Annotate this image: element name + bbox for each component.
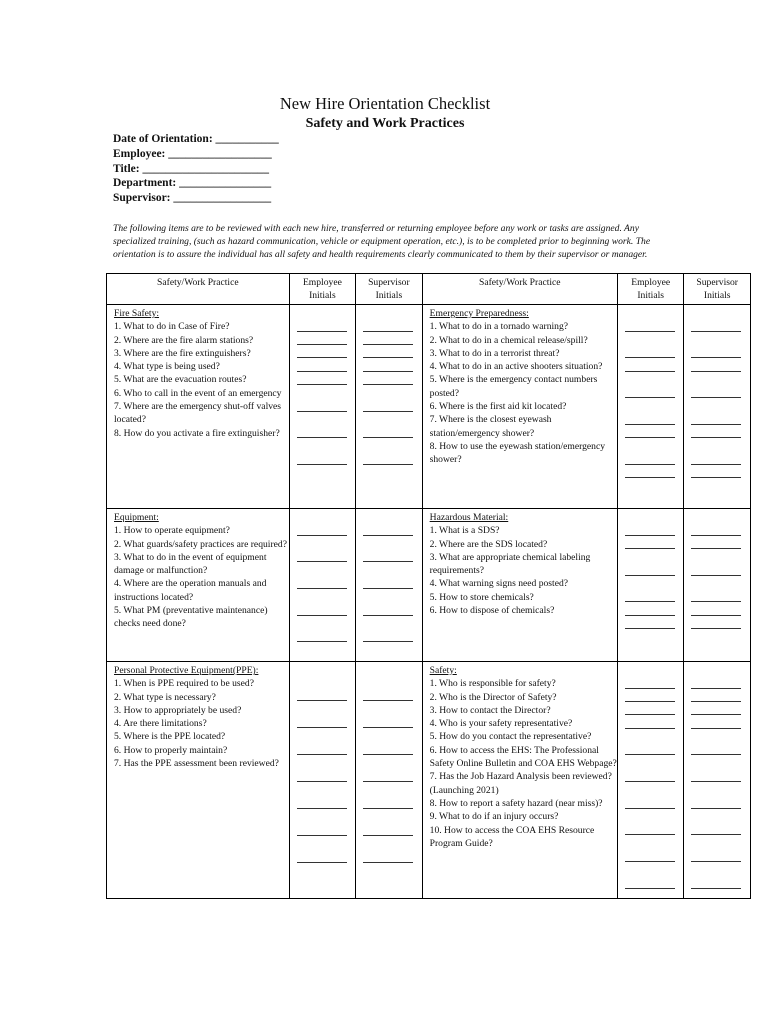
checklist-question: 5. Where is the PPE located? <box>114 731 226 743</box>
initials-blank-line[interactable] <box>691 331 741 332</box>
initials-blank-line[interactable] <box>625 688 675 689</box>
initials-blank-line[interactable] <box>297 862 347 863</box>
checklist-question: 6. How to properly maintain? <box>114 744 228 756</box>
checklist-question: 7. Has the Job Hazard Analysis been reviewed? (Launching 2021) <box>429 771 612 796</box>
initials-blank-line[interactable] <box>625 628 675 629</box>
checklist-question: 8. How do you activate a fire extinguisher? <box>114 427 280 439</box>
initials-blank-line[interactable] <box>625 371 675 372</box>
initials-blank-line[interactable] <box>691 861 741 862</box>
initials-blank-line[interactable] <box>691 628 741 629</box>
header-practice-left: Safety/Work Practice <box>107 274 290 305</box>
initials-blank-line[interactable] <box>691 477 741 478</box>
checklist-question: 7. Where is the closest eyewash station/emergency shower? <box>429 414 552 439</box>
initials-blank-line[interactable] <box>691 728 741 729</box>
initials-blank-line[interactable] <box>625 808 675 809</box>
checklist-question: 3. Where are the fire extinguishers? <box>114 347 251 359</box>
checklist-question: 7. Where are the emergency shut-off valves located? <box>114 401 282 426</box>
safety-supervisor-initials[interactable] <box>684 662 751 899</box>
initials-blank-line[interactable] <box>625 615 675 616</box>
ppe-supervisor-initials[interactable] <box>356 662 423 899</box>
initials-blank-line[interactable] <box>297 331 347 332</box>
checklist-question: 2. What to do in a chemical release/spill? <box>429 334 588 346</box>
equipment-employee-initials[interactable] <box>289 509 356 662</box>
checklist-question: 4. Who is your safety representative? <box>429 718 573 730</box>
checklist-question: 1. When is PPE required to be used? <box>114 678 254 690</box>
checklist-question: 10. How to access the COA EHS Resource Program Guide? <box>429 824 595 849</box>
initials-blank-line[interactable] <box>691 437 741 438</box>
safety-employee-initials[interactable] <box>617 662 684 899</box>
initials-blank-line[interactable] <box>691 781 741 782</box>
fire-safety-cell <box>107 305 290 509</box>
initials-blank-line[interactable] <box>297 464 347 465</box>
initials-blank-line[interactable] <box>625 888 675 889</box>
initials-blank-line[interactable] <box>363 615 413 616</box>
supervisor-field[interactable]: Supervisor: _________________ <box>113 192 272 205</box>
initials-blank-line[interactable] <box>297 808 347 809</box>
checklist-question: 2. What guards/safety practices are required? <box>114 538 287 550</box>
checklist-table <box>106 273 751 899</box>
checklist-question: 2. Where are the fire alarm stations? <box>114 334 254 346</box>
checklist-question: 7. Has the PPE assessment been reviewed? <box>114 758 279 770</box>
section-title: Safety: <box>429 665 457 676</box>
checklist-question: 5. How to store chemicals? <box>429 591 534 603</box>
initials-blank-line[interactable] <box>297 384 347 385</box>
section-title: Hazardous Material: <box>429 512 509 523</box>
initials-blank-line[interactable] <box>625 714 675 715</box>
checklist-question: 9. What to do if an injury occurs? <box>429 811 559 823</box>
initials-blank-line[interactable] <box>363 781 413 782</box>
initials-blank-line[interactable] <box>691 535 741 536</box>
initials-blank-line[interactable] <box>297 588 347 589</box>
initials-blank-line[interactable] <box>297 411 347 412</box>
initials-blank-line[interactable] <box>625 834 675 835</box>
initials-blank-line[interactable] <box>691 575 741 576</box>
title-field[interactable]: Title: ______________________ <box>113 162 269 175</box>
initials-blank-line[interactable] <box>691 615 741 616</box>
initials-blank-line[interactable] <box>691 754 741 755</box>
checklist-question: 2. Who is the Director of Safety? <box>429 691 557 703</box>
initials-blank-line[interactable] <box>691 834 741 835</box>
header-practice-right: Safety/Work Practice <box>422 274 617 305</box>
checklist-question: 1. What to do in Case of Fire? <box>114 321 230 333</box>
initials-blank-line[interactable] <box>297 535 347 536</box>
initials-blank-line[interactable] <box>363 641 413 642</box>
header-employee-right: Employee Initials <box>617 274 684 305</box>
initials-blank-line[interactable] <box>625 464 675 465</box>
header-supervisor-right: Supervisor Initials <box>684 274 751 305</box>
initials-blank-line[interactable] <box>363 357 413 358</box>
section-title: Personal Protective Equipment(PPE): <box>114 665 259 676</box>
initials-blank-line[interactable] <box>691 397 741 398</box>
ppe-cell <box>107 662 290 899</box>
checklist-question: 6. How to dispose of chemicals? <box>429 605 555 617</box>
equipment-supervisor-initials[interactable] <box>356 509 423 662</box>
table-header-row <box>107 274 751 305</box>
checklist-question: 5. What PM (preventative maintenance) checks need done? <box>114 605 268 630</box>
initials-blank-line[interactable] <box>691 601 741 602</box>
initials-blank-line[interactable] <box>363 437 413 438</box>
section-title: Emergency Preparedness: <box>429 308 529 319</box>
initials-blank-line[interactable] <box>625 437 675 438</box>
initials-blank-line[interactable] <box>363 371 413 372</box>
table-row <box>107 662 751 899</box>
checklist-question: 1. Who is responsible for safety? <box>429 678 556 690</box>
initials-blank-line[interactable] <box>625 331 675 332</box>
initials-blank-line[interactable] <box>691 464 741 465</box>
fire-supervisor-initials[interactable] <box>356 305 423 509</box>
checklist-question: 3. What to do in the event of equipment damage or malfunction? <box>114 551 267 577</box>
initials-blank-line[interactable] <box>297 437 347 438</box>
checklist-question: 4. What type is being used? <box>114 361 220 373</box>
checklist-question: 3. How to contact the Director? <box>429 704 551 716</box>
initials-blank-line[interactable] <box>625 601 675 602</box>
initials-blank-line[interactable] <box>363 535 413 536</box>
initials-blank-line[interactable] <box>297 781 347 782</box>
table-row <box>107 509 751 662</box>
header-employee-left: Employee Initials <box>289 274 356 305</box>
initials-blank-line[interactable] <box>363 464 413 465</box>
checklist-question: 2. Where are the SDS located? <box>429 538 548 550</box>
checklist-question: 4. Are there limitations? <box>114 718 207 730</box>
ppe-employee-initials[interactable] <box>289 662 356 899</box>
initials-blank-line[interactable] <box>363 700 413 701</box>
initials-blank-line[interactable] <box>363 835 413 836</box>
initials-blank-line[interactable] <box>297 754 347 755</box>
initials-blank-line[interactable] <box>691 424 741 425</box>
checklist-question: 4. Where are the operation manuals and instructions located? <box>114 578 267 603</box>
table-row <box>107 305 751 509</box>
employee-field[interactable]: Employee: __________________ <box>113 147 272 160</box>
fire-employee-initials[interactable] <box>289 305 356 509</box>
initials-blank-line[interactable] <box>363 808 413 809</box>
initials-blank-line[interactable] <box>625 548 675 549</box>
intro-text: The following items are to be reviewed with each new hire, transferred or returning employee before any work or tasks are assigned. Any specialized training, (such as hazard communication, vehicle or equipment operation, etc.), is to be completed prior to beginning work. The orientation is to assure the individual has all safety and health requirements clearly communicated to them by their supervisor or manager. <box>113 223 651 260</box>
initials-blank-line[interactable] <box>625 754 675 755</box>
initials-blank-line[interactable] <box>625 728 675 729</box>
initials-blank-line[interactable] <box>363 411 413 412</box>
initials-blank-line[interactable] <box>691 357 741 358</box>
checklist-question: 6. Who to call in the event of an emergency <box>114 387 282 399</box>
checklist-question: 8. How to use the eyewash station/emergency shower? <box>429 440 606 466</box>
hazmat-supervisor-initials[interactable] <box>684 509 751 662</box>
initials-blank-line[interactable] <box>625 781 675 782</box>
initials-blank-line[interactable] <box>625 357 675 358</box>
checklist-question: 5. Where is the emergency contact numbers posted? <box>429 374 598 399</box>
checklist-question: 4. What to do in an active shooters situation? <box>429 361 603 373</box>
initials-blank-line[interactable] <box>691 688 741 689</box>
checklist-question: 2. What type is necessary? <box>114 691 216 703</box>
hazmat-employee-initials[interactable] <box>617 509 684 662</box>
initials-blank-line[interactable] <box>363 754 413 755</box>
equipment-cell <box>107 509 290 662</box>
emergency-employee-initials[interactable] <box>617 305 684 509</box>
initials-blank-line[interactable] <box>297 835 347 836</box>
initials-blank-line[interactable] <box>297 357 347 358</box>
initials-blank-line[interactable] <box>297 700 347 701</box>
initials-blank-line[interactable] <box>363 588 413 589</box>
checklist-question: 5. What are the evacuation routes? <box>114 374 247 386</box>
initials-blank-line[interactable] <box>625 575 675 576</box>
checklist-question: 1. What is a SDS? <box>429 525 500 537</box>
initials-blank-line[interactable] <box>691 371 741 372</box>
initials-blank-line[interactable] <box>297 615 347 616</box>
header-supervisor-left: Supervisor Initials <box>356 274 423 305</box>
checklist-question: 1. What to do in a tornado warning? <box>429 321 569 333</box>
checklist-question: 3. How to appropriately be used? <box>114 704 242 716</box>
initials-blank-line[interactable] <box>363 344 413 345</box>
emergency-supervisor-initials[interactable] <box>684 305 751 509</box>
page-subtitle: Safety and Work Practices <box>305 116 465 131</box>
initials-blank-line[interactable] <box>691 714 741 715</box>
checklist-question: 4. What warning signs need posted? <box>429 578 569 590</box>
initials-blank-line[interactable] <box>297 371 347 372</box>
safety-cell <box>422 662 617 899</box>
date-field[interactable]: Date of Orientation: ___________ <box>113 133 279 145</box>
initials-blank-line[interactable] <box>363 561 413 562</box>
checklist-question: 3. What to do in a terrorist threat? <box>429 347 560 359</box>
department-field[interactable]: Department: ________________ <box>113 177 272 190</box>
checklist-question: 6. How to access the EHS: The Professional Safety Online Bulletin and COA EHS Webpage? <box>429 744 617 770</box>
orientation-fields <box>113 132 279 206</box>
initials-blank-line[interactable] <box>297 561 347 562</box>
initials-blank-line[interactable] <box>363 727 413 728</box>
checklist-question: 3. What are appropriate chemical labeling requirements? <box>429 551 591 577</box>
checklist-question: 6. Where is the first aid kit located? <box>429 401 567 413</box>
checklist-question: 8. How to report a safety hazard (near miss)? <box>429 797 603 809</box>
initials-blank-line[interactable] <box>625 535 675 536</box>
checklist-question: 1. How to operate equipment? <box>114 525 230 537</box>
checklist-question: 5. How do you contact the representative? <box>429 731 592 743</box>
initials-blank-line[interactable] <box>691 701 741 702</box>
initials-blank-line[interactable] <box>625 397 675 398</box>
emergency-preparedness-cell <box>422 305 617 509</box>
initials-blank-line[interactable] <box>625 861 675 862</box>
initials-blank-line[interactable] <box>297 344 347 345</box>
initials-blank-line[interactable] <box>297 641 347 642</box>
initials-blank-line[interactable] <box>363 384 413 385</box>
initials-blank-line[interactable] <box>625 424 675 425</box>
initials-blank-line[interactable] <box>363 331 413 332</box>
page-title: New Hire Orientation Checklist <box>279 94 491 113</box>
initials-blank-line[interactable] <box>691 808 741 809</box>
section-title: Fire Safety: <box>114 308 160 319</box>
initials-blank-line[interactable] <box>691 888 741 889</box>
hazardous-material-cell <box>422 509 617 662</box>
initials-blank-line[interactable] <box>625 701 675 702</box>
section-title: Equipment: <box>114 512 159 523</box>
initials-blank-line[interactable] <box>625 477 675 478</box>
initials-blank-line[interactable] <box>363 862 413 863</box>
initials-blank-line[interactable] <box>691 548 741 549</box>
initials-blank-line[interactable] <box>297 727 347 728</box>
